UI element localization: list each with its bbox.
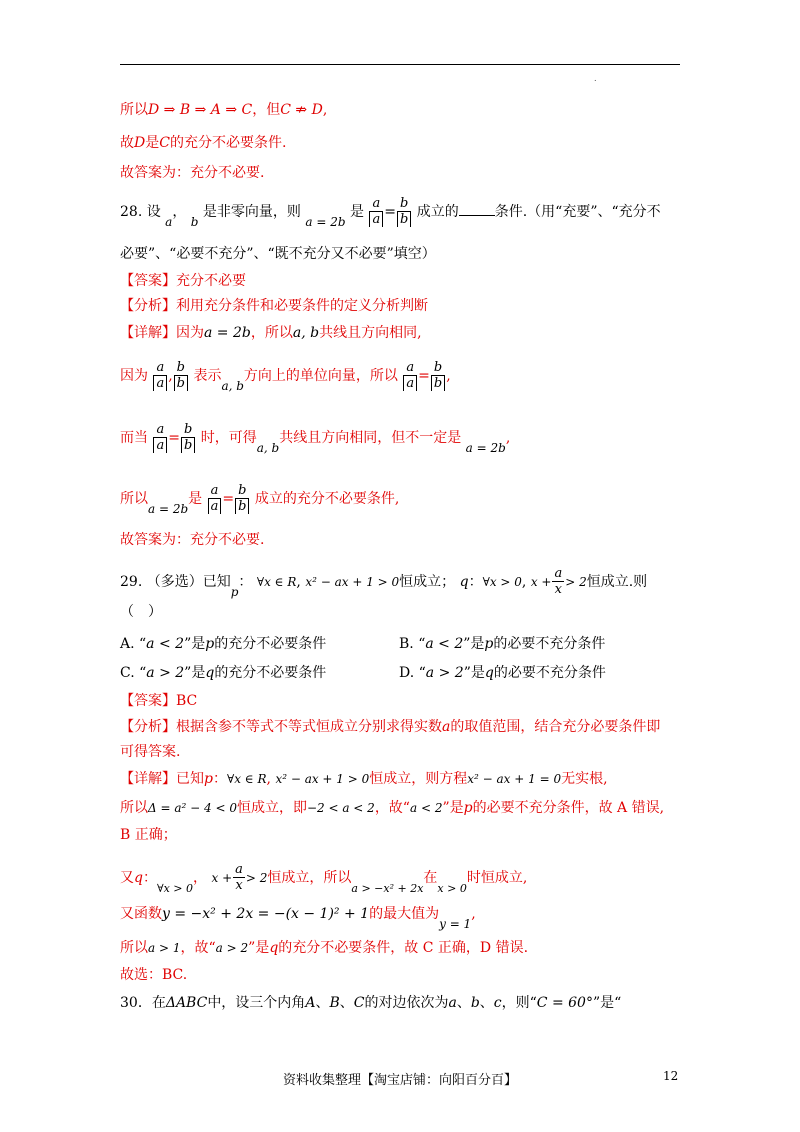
question-28-stem: 28. 设 a， b 是非零向量，则 a = 2b 是 $\frac{a}{a}$ = $\frac{b}{b}$ 成立的 条件.（用“充要”、“充分不 [120,196,661,229]
page-number: 12 [663,1069,679,1083]
question-29-paren: （ ） [120,604,162,620]
question-29-analysis: 【分析】根据含参不等式不等式恒成立分别求得实数a的取值范围，结合充分必要条件即 [120,719,661,735]
question-29-analysis-2: 可得答案. [120,744,181,760]
question-29-detail-2: 所以Δ = a² − 4 < 0恒成立，即−2 < a < 2，故“a < 2”是p的必要不充分条件，故 A 错误, [120,800,665,816]
option-c[interactable]: C. “a > 2”是q的充分不必要条件 [120,665,327,681]
question-28-analysis: 【分析】利用充分条件和必要条件的定义分析判断 [120,298,428,314]
question-29-detail-4: 又q：$_{\forall x > 0}$， x + $\frac{a}{x}$ > 2恒成立，所以$_{a > -x^2 + 2x}$在$_{x > 0}$时恒成立, [120,862,528,895]
fraction-a-over-abs-a: $\frac{a}{a}$ [369,196,383,228]
question-28-detail-2: 因为 $\frac{a}{a}$ , $\frac{b}{b}$ 表示a, b方向上的单位向量，所以 $\frac{a}{a}$ = $\frac{b}{b}$ , [120,360,451,393]
footer-text: 资料收集整理【淘宝店铺：向阳百分百】 [282,1073,517,1088]
question-28-final: 故答案为：充分不必要. [120,532,265,548]
question-29-final: 故选：BC. [120,967,188,983]
option-a[interactable]: A. “a < 2”是p的充分不必要条件 [120,636,327,652]
prev-solution-line-2: 故D是C的充分不必要条件. [120,135,287,151]
question-28-detail-3: 而当 $\frac{a}{a}$ = $\frac{b}{b}$ 时，可得a, b共线且方向相同，但不一定是 a = 2b, [120,422,511,455]
question-29-stem: 29. （多选）已知p： ∀x ∈ R, x² − ax + 1 > 0恒成立； q：∀x > 0, x + $\frac{a}{x}$ > 2恒成立.则 [120,566,648,599]
question-28-answer: 【答案】充分不必要 [120,273,246,289]
question-29-detail-6: 所以a > 1，故“a > 2”是q的充分不必要条件，故 C 正确，D 错误. [120,940,529,956]
question-28-stem-line-2: 必要”、“必要不充分”、“既不充分又不必要”填空） [120,246,436,262]
header-mark: . [594,74,597,83]
question-28-detail-1: 【详解】因为a = 2b，所以a, b共线且方向相同, [120,325,422,341]
header-rule [120,64,680,65]
prev-solution-line-1: 所以D ⇒ B ⇒ A ⇒ C，但C ⇏ D, [120,102,328,118]
fraction-b-over-abs-b: $\frac{b}{b}$ [397,196,411,228]
answer-blank [459,203,495,216]
question-29-detail-3: B 正确； [120,827,177,843]
option-d[interactable]: D. “a > 2”是q的必要不充分条件 [399,665,606,681]
question-29-detail-5: 又函数y = −x² + 2x = −(x − 1)² + 1的最大值为y = 1, [120,906,476,931]
question-29-answer: 【答案】BC [120,693,198,709]
prev-solution-answer: 故答案为：充分不必要. [120,165,265,181]
question-30-stem: 30．在ΔABC中，设三个内角A、B、C的对边依次为a、b、c，则“C = 60°”是“ [120,995,622,1011]
question-29-detail-1: 【详解】已知p：∀x ∈ R, x² − ax + 1 > 0恒成立，则方程x² − ax + 1 = 0无实根, [120,771,608,787]
option-b[interactable]: B. “a < 2”是p的必要不充分条件 [399,636,606,652]
question-28-detail-4: 所以a = 2b是 $\frac{a}{a}$ = $\frac{b}{b}$ 成立的充分不必要条件, [120,483,400,516]
